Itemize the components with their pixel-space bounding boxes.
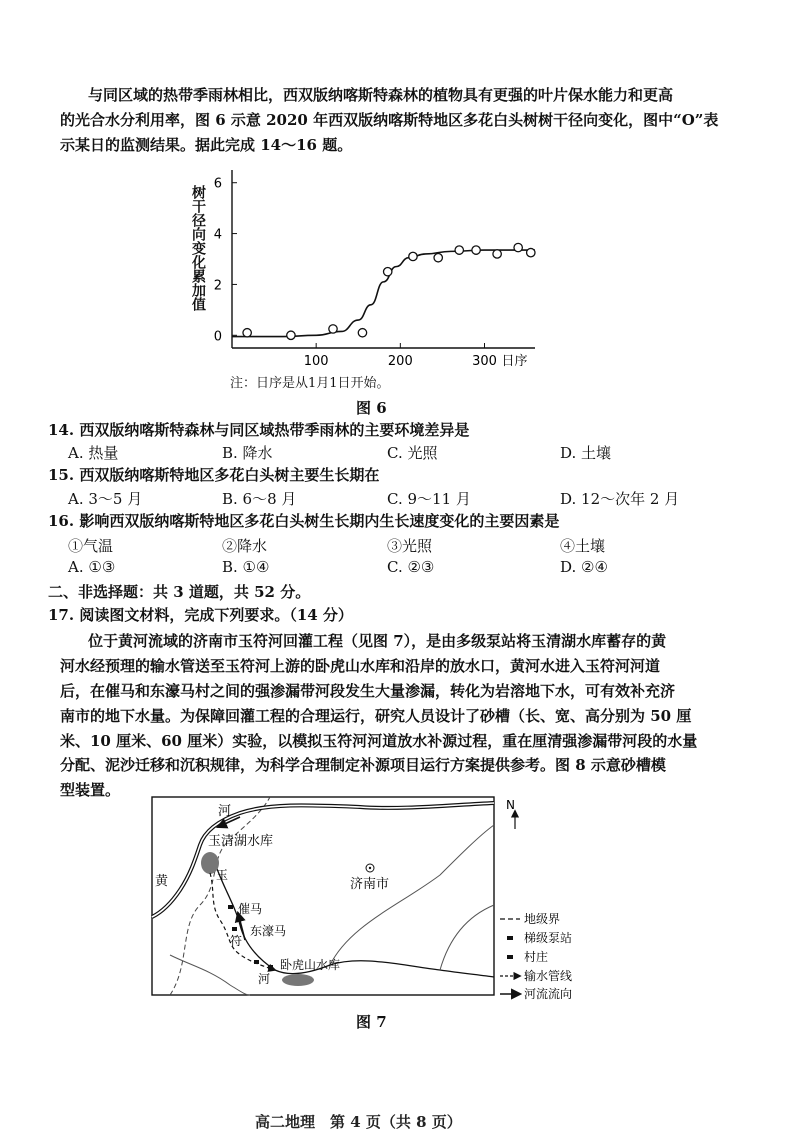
q16-stem: 16. 影响西双版纳喀斯特地区多花白头树生长期内生长速度变化的主要因素是 (48, 512, 560, 530)
q17-line-1: 位于黄河流域的济南市玉符河回灌工程（见图 7），是由多级泵站将玉清湖水库蓄存的黄 (88, 632, 667, 650)
page-footer: 高二地理 第 4 页（共 8 页） (255, 1113, 462, 1131)
intro-line-2: 的光合水分利用率，图 6 示意 2020 年西双版纳喀斯特地区多花白头树树干径向变化，图中“O”表 (60, 111, 719, 129)
q16-factor-3: ③光照 (387, 537, 433, 555)
label-donghaoma: 东濠马 (250, 924, 287, 938)
label-he: 河 (218, 804, 232, 819)
q16-option-d[interactable]: D. ②④ (560, 558, 608, 576)
q15-option-a[interactable]: A. 3～5 月 (68, 490, 143, 508)
q17-stem: 17. 阅读图文材料，完成下列要求。（14 分） (48, 606, 353, 624)
q15-stem: 15. 西双版纳喀斯特地区多花白头树主要生长期在 (48, 466, 380, 484)
legend-village-symbol (507, 955, 513, 959)
legend-flow: 河流流向 (524, 987, 573, 1001)
legend-pump: 梯级泵站 (524, 931, 573, 945)
wohu-reservoir (282, 974, 314, 986)
figure-7-map (150, 795, 573, 1001)
north-label: N (506, 798, 515, 812)
data-point (514, 243, 522, 251)
chart-note: 注：日序是从1月1日开始。 (230, 376, 390, 391)
x-tick-label: 200 (387, 354, 413, 369)
label-he2: 河 (258, 972, 271, 986)
legend-pump-symbol (507, 936, 513, 940)
q15-option-b[interactable]: B. 6～8 月 (222, 490, 297, 508)
q17-line-2: 河水经预理的输水管送至玉符河上游的卧虎山水库和沿岸的放水口，黄河水进入玉符河河道 (60, 657, 661, 675)
legend-village: 村庄 (524, 950, 549, 964)
data-point (358, 329, 366, 337)
y-tick-label: 2 (213, 278, 222, 294)
pump-station-1 (228, 905, 233, 909)
q16-option-c[interactable]: C. ②③ (387, 558, 435, 576)
y-tick-label: 6 (213, 176, 222, 192)
data-point (329, 325, 337, 333)
label-fu: 符 (230, 934, 243, 948)
x-tick-label: 100 (303, 354, 329, 369)
pump-station-3 (254, 960, 259, 964)
data-point (527, 248, 535, 256)
data-point (287, 331, 295, 339)
y-axis-label: 树干径向变化累加值 (190, 185, 206, 311)
q14-option-d[interactable]: D. 土壤 (560, 444, 612, 462)
label-yu: 玉 (216, 868, 229, 882)
data-point (493, 250, 501, 258)
data-point (434, 254, 442, 262)
y-tick-label: 0 (213, 329, 222, 345)
trend-curve (232, 250, 535, 336)
q17-line-4: 南市的地下水量。为保障回灌工程的合理运行，研究人员设计了砂槽（长、宽、高分别为 50 厘 (60, 707, 692, 725)
label-jinan: 济南市 (350, 877, 390, 892)
data-point (384, 268, 392, 276)
q17-line-3: 后，在催马和东濠马村之间的强渗漏带河段发生大量渗漏，转化为岩溶地下水，可有效补充济 (60, 682, 676, 700)
legend-pipeline: 输水管线 (524, 969, 573, 983)
data-point (409, 252, 417, 260)
q14-option-c[interactable]: C. 光照 (387, 444, 438, 462)
y-tick-label: 4 (213, 227, 222, 243)
section-2-heading: 二、非选择题：共 3 道题，共 52 分。 (48, 583, 311, 601)
q16-factor-2: ②降水 (222, 537, 268, 555)
data-point (472, 246, 480, 254)
data-point (455, 246, 463, 254)
jinan-city-dot (369, 867, 371, 869)
label-wohu: 卧虎山水库 (280, 958, 341, 972)
label-huang: 黄 (155, 874, 169, 889)
q17-line-6: 分配、泥沙迁移和沉积规律，为科学合理制定补源项目运行方案提供参考。图 8 示意砂槽模 (60, 756, 666, 774)
q17-line-5: 米、10 厘米、60 厘米）实验，以模拟玉符河河道放水补源过程，重在厘清强渗漏带河段的水量 (60, 732, 698, 750)
q16-option-a[interactable]: A. ①③ (68, 558, 116, 576)
q15-option-c[interactable]: C. 9～11 月 (387, 490, 471, 508)
intro-line-3: 示某日的监测结果。据此完成 14～16 题。 (60, 136, 353, 154)
q14-stem: 14. 西双版纳喀斯特森林与同区域热带季雨林的主要环境差异是 (48, 421, 470, 439)
q16-factor-4: ④土壤 (560, 537, 606, 555)
pump-station-2 (232, 927, 237, 931)
figure-6-chart (190, 165, 550, 370)
figure-6-caption: 图 6 (356, 399, 387, 417)
figure-7-caption: 图 7 (356, 1013, 387, 1031)
x-axis-label: 日序 (501, 354, 528, 369)
q16-option-b[interactable]: B. ①④ (222, 558, 270, 576)
q15-option-d[interactable]: D. 12～次年 2 月 (560, 490, 680, 508)
q14-option-a[interactable]: A. 热量 (68, 444, 119, 462)
x-tick-label: 300 (472, 354, 497, 369)
q16-factor-1: ①气温 (68, 537, 114, 555)
legend-boundary: 地级界 (524, 912, 561, 926)
intro-line-1: 与同区域的热带季雨林相比，西双版纳喀斯特森林的植物具有更强的叶片保水能力和更高 (88, 86, 674, 104)
pump-station-4 (268, 965, 273, 969)
q14-option-b[interactable]: B. 降水 (222, 444, 273, 462)
label-cuima: 催马 (238, 902, 263, 916)
q17-line-7: 型装置。 (60, 781, 121, 799)
data-point (243, 329, 251, 337)
label-yuqing: 玉清湖水库 (208, 834, 274, 849)
